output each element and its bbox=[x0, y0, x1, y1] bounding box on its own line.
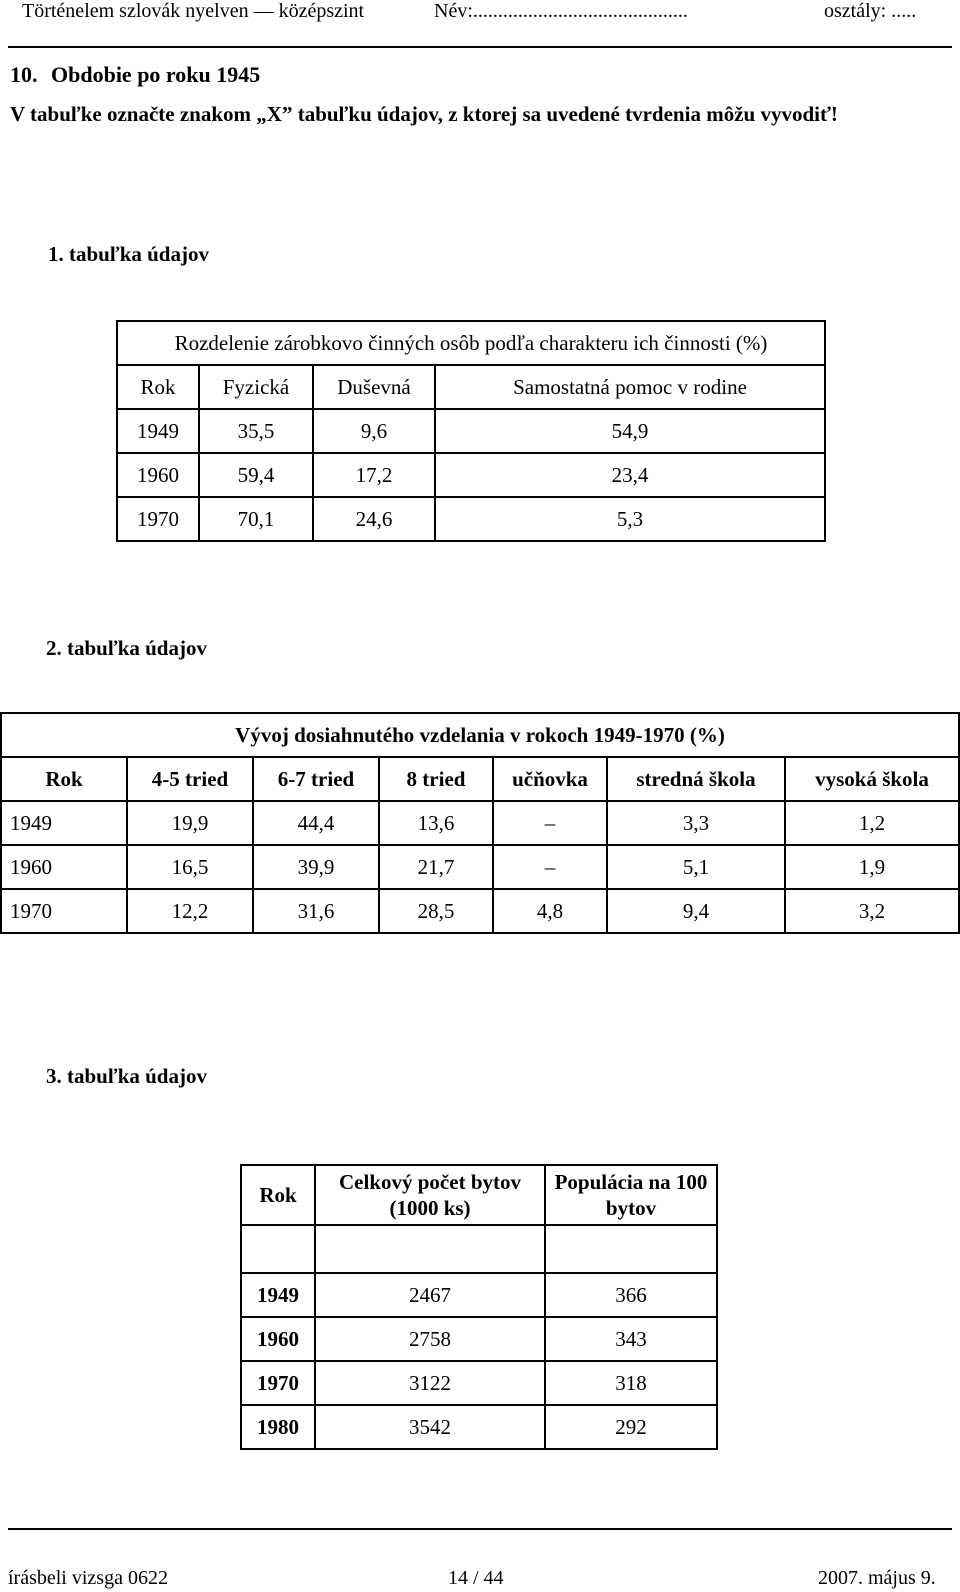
table3-cell: 3122 bbox=[315, 1361, 545, 1405]
table3-header-cell: Populácia na 100 bytov bbox=[545, 1165, 717, 1225]
table2-cell: 13,6 bbox=[379, 801, 493, 845]
table-row bbox=[241, 1361, 717, 1405]
table1-cell: 5,3 bbox=[435, 497, 825, 541]
table1-cell: 9,6 bbox=[313, 409, 435, 453]
table2-cell: 12,2 bbox=[127, 889, 253, 933]
table1-cell: 35,5 bbox=[199, 409, 313, 453]
table2-cell: – bbox=[493, 801, 607, 845]
question-title: Obdobie po roku 1945 bbox=[51, 62, 261, 87]
table-row bbox=[241, 1317, 717, 1361]
table3-header-cell: Celkový počet bytov (1000 ks) bbox=[315, 1165, 545, 1225]
table3-spacer-row bbox=[241, 1225, 717, 1273]
table2-cell: 1960 bbox=[1, 845, 127, 889]
table-row bbox=[1, 889, 959, 933]
table2-cell: 9,4 bbox=[607, 889, 785, 933]
table1-caption: Rozdelenie zárobkovo činných osôb podľa charakteru ich činnosti (%) bbox=[117, 321, 825, 365]
table2-cell: 1,9 bbox=[785, 845, 959, 889]
table1-cell: 59,4 bbox=[199, 453, 313, 497]
table1-cell: 1970 bbox=[117, 497, 199, 541]
table1-cell: 24,6 bbox=[313, 497, 435, 541]
table-row bbox=[117, 497, 825, 541]
table3-cell: 1949 bbox=[241, 1273, 315, 1317]
table2-cell: 28,5 bbox=[379, 889, 493, 933]
table1-cell: 1949 bbox=[117, 409, 199, 453]
table3-header-cell: Rok bbox=[241, 1165, 315, 1225]
table2-cell: 5,1 bbox=[607, 845, 785, 889]
table3-cell: 1960 bbox=[241, 1317, 315, 1361]
table1-cell: 70,1 bbox=[199, 497, 313, 541]
footer-page: 14 / 44 bbox=[448, 1567, 504, 1589]
table2-cell: 44,4 bbox=[253, 801, 379, 845]
table2-label: 2. tabuľka údajov bbox=[46, 636, 207, 660]
table1 bbox=[116, 320, 826, 542]
table1-header-cell: Rok bbox=[117, 365, 199, 409]
table3-cell: 343 bbox=[545, 1317, 717, 1361]
footer-exam: írásbeli vizsga 0622 bbox=[8, 1567, 168, 1589]
question-number: 10. bbox=[10, 62, 38, 87]
table3-cell: 2467 bbox=[315, 1273, 545, 1317]
table3-label: 3. tabuľka údajov bbox=[46, 1064, 207, 1088]
table2-cell: 31,6 bbox=[253, 889, 379, 933]
table2-header-cell: Rok bbox=[1, 757, 127, 801]
table2-header-cell: vysoká škola bbox=[785, 757, 959, 801]
table3-cell: 1970 bbox=[241, 1361, 315, 1405]
table-row bbox=[241, 1405, 717, 1449]
table-row bbox=[1, 801, 959, 845]
table2-header-cell: učňovka bbox=[493, 757, 607, 801]
question-instruction: V tabuľke označte znakom „X” tabuľku údajov, z ktorej sa uvedené tvrdenia môžu vyvodiť! bbox=[10, 102, 838, 126]
table2-header-cell: 8 tried bbox=[379, 757, 493, 801]
question-heading bbox=[10, 62, 260, 88]
table3-cell: 3542 bbox=[315, 1405, 545, 1449]
table2-cell: 3,3 bbox=[607, 801, 785, 845]
table2-cell: 1949 bbox=[1, 801, 127, 845]
table-row bbox=[117, 453, 825, 497]
table2-cell: 1,2 bbox=[785, 801, 959, 845]
table3-cell: 318 bbox=[545, 1361, 717, 1405]
table1-cell: 23,4 bbox=[435, 453, 825, 497]
table2-cell: 39,9 bbox=[253, 845, 379, 889]
table2-header-cell: stredná škola bbox=[607, 757, 785, 801]
table2-cell: 21,7 bbox=[379, 845, 493, 889]
table1-header-cell: Duševná bbox=[313, 365, 435, 409]
table1-cell: 1960 bbox=[117, 453, 199, 497]
table2 bbox=[0, 712, 960, 934]
table1-header-cell: Samostatná pomoc v rodine bbox=[435, 365, 825, 409]
class-field: osztály: ..... bbox=[824, 0, 917, 22]
table3-cell: 366 bbox=[545, 1273, 717, 1317]
table2-caption: Vývoj dosiahnutého vzdelania v rokoch 1949-1970 (%) bbox=[1, 713, 959, 757]
name-field: Név:........................................... bbox=[434, 0, 688, 22]
table2-cell: 16,5 bbox=[127, 845, 253, 889]
table3-empty-cell bbox=[241, 1225, 315, 1273]
table3 bbox=[240, 1164, 718, 1450]
table-row bbox=[241, 1273, 717, 1317]
table2-cell: 4,8 bbox=[493, 889, 607, 933]
table3-empty-cell bbox=[315, 1225, 545, 1273]
table3-empty-cell bbox=[545, 1225, 717, 1273]
header-rule bbox=[8, 46, 952, 48]
table1-label: 1. tabuľka údajov bbox=[48, 242, 209, 266]
subject-label: Történelem szlovák nyelven — középszint bbox=[22, 0, 365, 22]
table-row bbox=[1, 845, 959, 889]
table-row bbox=[117, 409, 825, 453]
table2-header-cell: 4-5 tried bbox=[127, 757, 253, 801]
table1-header-cell: Fyzická bbox=[199, 365, 313, 409]
page-header bbox=[22, 0, 952, 28]
table2-cell: 19,9 bbox=[127, 801, 253, 845]
table3-cell: 2758 bbox=[315, 1317, 545, 1361]
table3-cell: 1980 bbox=[241, 1405, 315, 1449]
table3-cell: 292 bbox=[545, 1405, 717, 1449]
table1-cell: 54,9 bbox=[435, 409, 825, 453]
table2-cell: 3,2 bbox=[785, 889, 959, 933]
footer-rule bbox=[8, 1528, 952, 1530]
footer-date: 2007. május 9. bbox=[818, 1567, 936, 1589]
table1-cell: 17,2 bbox=[313, 453, 435, 497]
table2-cell: – bbox=[493, 845, 607, 889]
table2-cell: 1970 bbox=[1, 889, 127, 933]
table2-header-cell: 6-7 tried bbox=[253, 757, 379, 801]
